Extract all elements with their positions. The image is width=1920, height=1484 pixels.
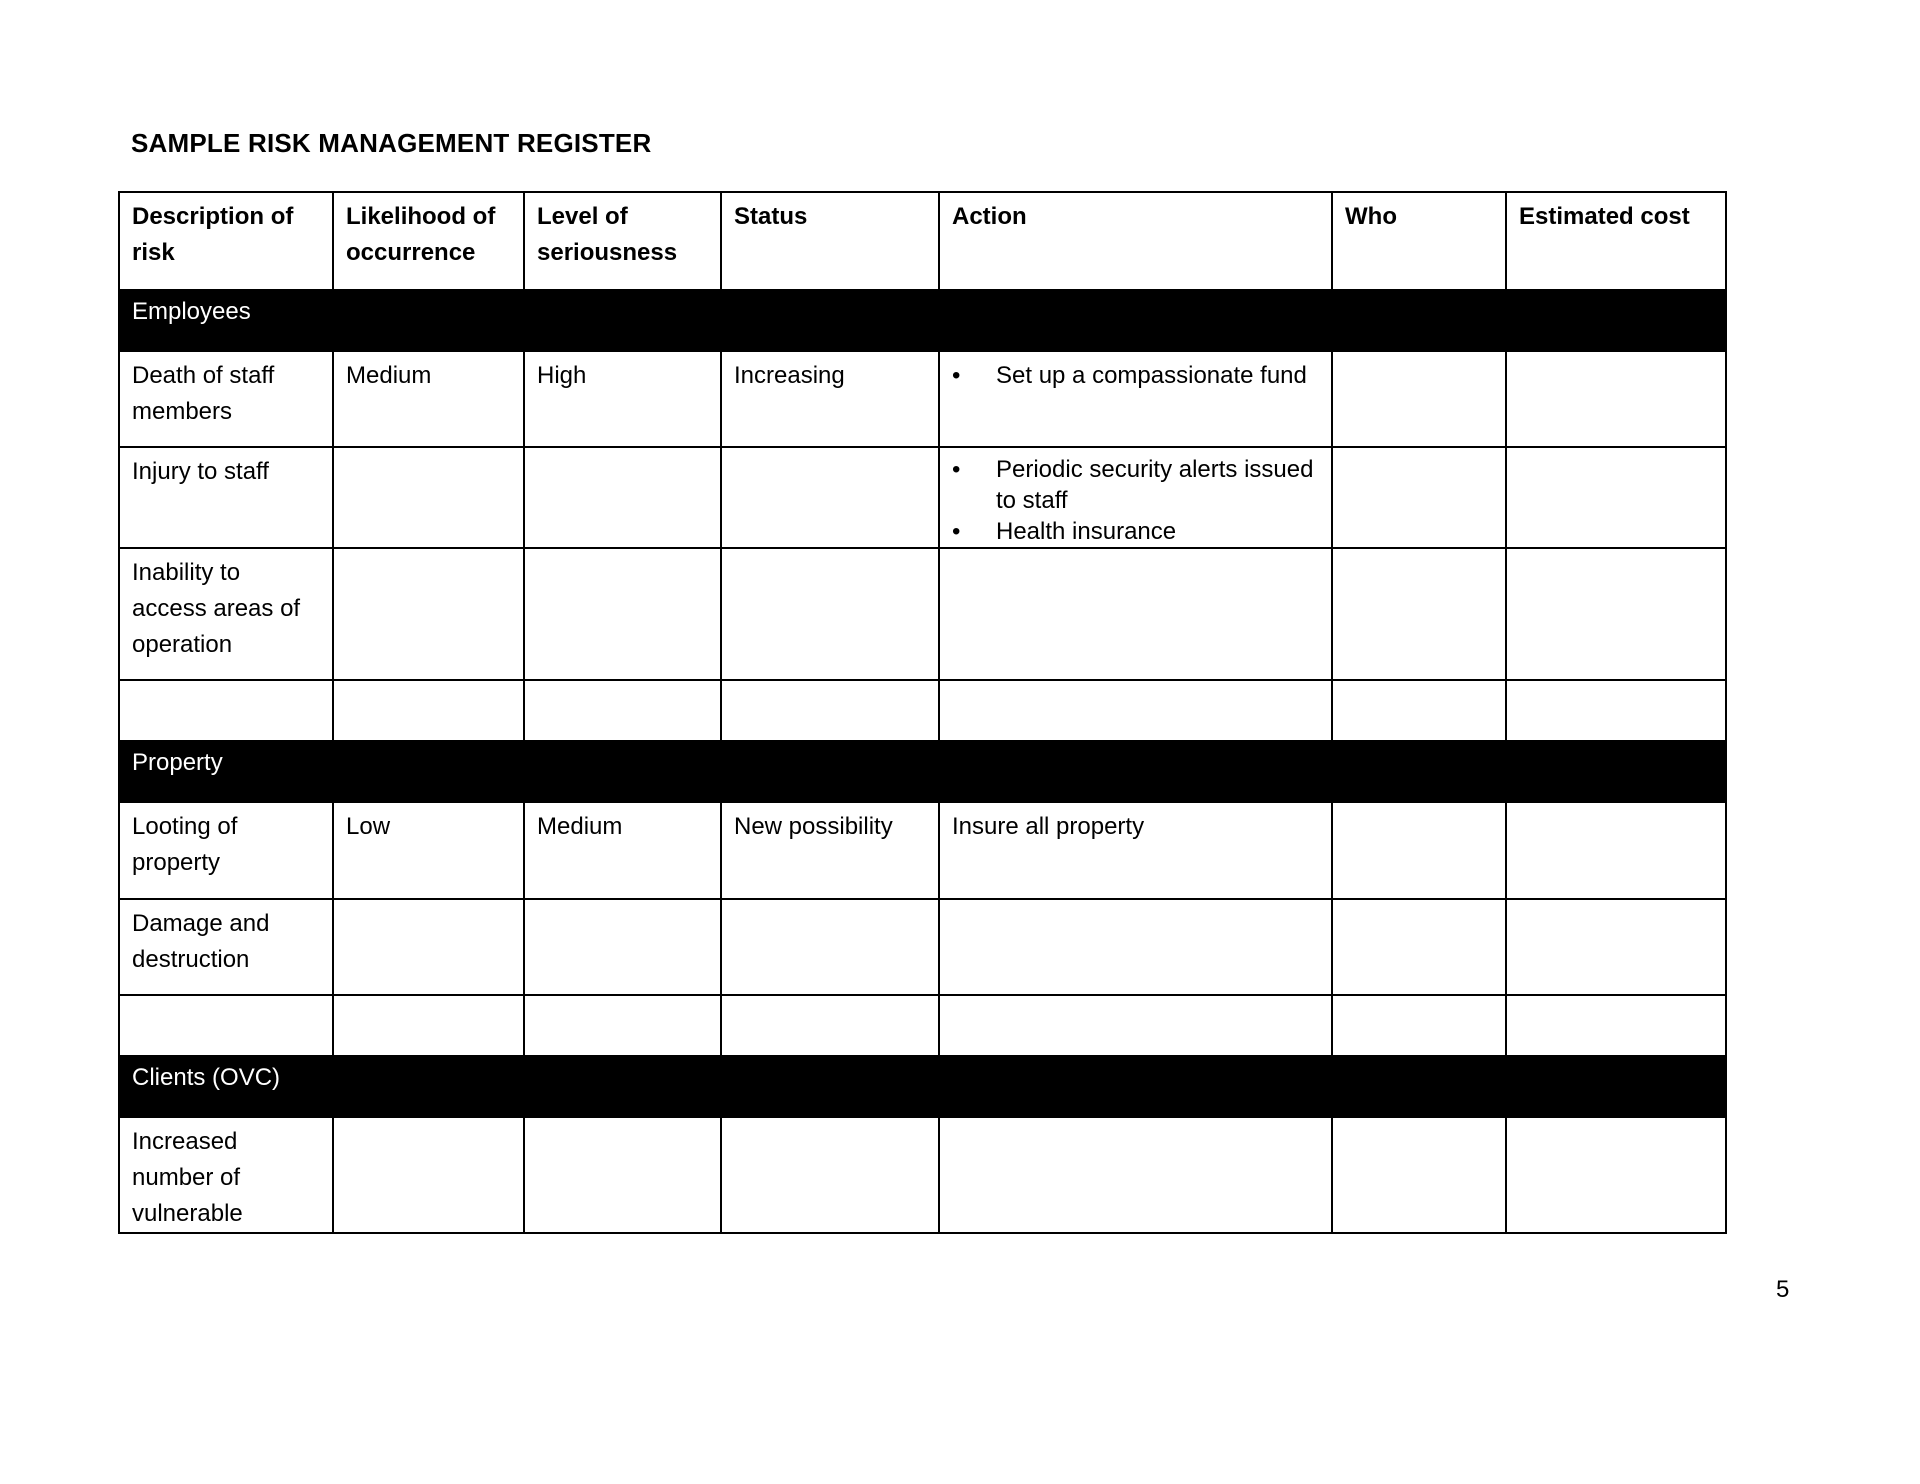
cell-status	[721, 548, 939, 680]
header-estimated-cost: Estimated cost	[1506, 192, 1726, 290]
action-item: • Set up a compassionate fund	[952, 358, 1319, 394]
cell-status	[721, 447, 939, 548]
cell-description	[119, 680, 333, 741]
cell-action	[939, 548, 1332, 680]
cell-status: New possibility	[721, 802, 939, 899]
section-label: Clients (OVC)	[119, 1056, 1726, 1117]
cell-who	[1332, 899, 1506, 995]
cell-cost	[1506, 680, 1726, 741]
cell-description: Damage and destruction	[119, 899, 333, 995]
table-header-row	[119, 192, 1726, 290]
table-row	[119, 351, 1726, 447]
cell-action	[939, 1117, 1332, 1233]
cell-seriousness	[524, 899, 721, 995]
cell-action	[939, 680, 1332, 741]
table-row	[119, 447, 1726, 548]
action-item: • Periodic security alerts issued to staff	[952, 454, 1319, 516]
cell-who	[1332, 995, 1506, 1056]
header-action: Action	[939, 192, 1332, 290]
cell-description	[119, 995, 333, 1056]
cell-cost	[1506, 548, 1726, 680]
cell-description: Injury to staff	[119, 447, 333, 548]
cell-action	[939, 995, 1332, 1056]
cell-action	[939, 351, 1332, 447]
cell-status	[721, 680, 939, 741]
cell-action	[939, 447, 1332, 548]
cell-who	[1332, 447, 1506, 548]
action-list	[952, 358, 1319, 394]
cell-cost	[1506, 995, 1726, 1056]
table-row	[119, 802, 1726, 899]
section-label: Employees	[119, 290, 1726, 351]
cell-likelihood	[333, 1117, 524, 1233]
page-number: 5	[1776, 1276, 1790, 1303]
section-label: Property	[119, 741, 1726, 802]
table-row	[119, 899, 1726, 995]
table-row-empty	[119, 680, 1726, 741]
cell-cost	[1506, 899, 1726, 995]
cell-seriousness	[524, 1117, 721, 1233]
cell-status	[721, 1117, 939, 1233]
cell-status	[721, 899, 939, 995]
cell-cost	[1506, 447, 1726, 548]
cell-cost	[1506, 802, 1726, 899]
action-item: • Health insurance	[952, 516, 1319, 547]
table-row	[119, 548, 1726, 680]
cell-who	[1332, 548, 1506, 680]
risk-register-table	[118, 191, 1727, 1234]
cell-description: Inability to access areas of operation	[119, 548, 333, 680]
header-seriousness: Level of seriousness	[524, 192, 721, 290]
header-who: Who	[1332, 192, 1506, 290]
cell-likelihood	[333, 680, 524, 741]
cell-action	[939, 899, 1332, 995]
cell-likelihood	[333, 548, 524, 680]
cell-seriousness: Medium	[524, 802, 721, 899]
cell-status	[721, 995, 939, 1056]
section-row-property	[119, 741, 1726, 802]
cell-seriousness	[524, 680, 721, 741]
cell-who	[1332, 802, 1506, 899]
action-list	[952, 454, 1319, 547]
cell-cost	[1506, 351, 1726, 447]
cell-description: Looting of property	[119, 802, 333, 899]
cell-cost	[1506, 1117, 1726, 1233]
cell-seriousness: High	[524, 351, 721, 447]
header-status: Status	[721, 192, 939, 290]
cell-seriousness	[524, 447, 721, 548]
cell-description: Increased number of vulnerable	[119, 1117, 333, 1233]
cell-status: Increasing	[721, 351, 939, 447]
header-likelihood: Likelihood of occurrence	[333, 192, 524, 290]
cell-likelihood	[333, 899, 524, 995]
cell-action: Insure all property	[939, 802, 1332, 899]
cell-who	[1332, 1117, 1506, 1233]
cell-likelihood	[333, 447, 524, 548]
cell-seriousness	[524, 548, 721, 680]
cell-who	[1332, 351, 1506, 447]
cell-likelihood: Medium	[333, 351, 524, 447]
table-row-empty	[119, 995, 1726, 1056]
cell-likelihood: Low	[333, 802, 524, 899]
table-row	[119, 1117, 1726, 1233]
cell-description: Death of staff members	[119, 351, 333, 447]
section-row-clients	[119, 1056, 1726, 1117]
cell-likelihood	[333, 995, 524, 1056]
cell-seriousness	[524, 995, 721, 1056]
header-description: Description of risk	[119, 192, 333, 290]
document-title: SAMPLE RISK MANAGEMENT REGISTER	[131, 128, 652, 158]
cell-who	[1332, 680, 1506, 741]
section-row-employees	[119, 290, 1726, 351]
